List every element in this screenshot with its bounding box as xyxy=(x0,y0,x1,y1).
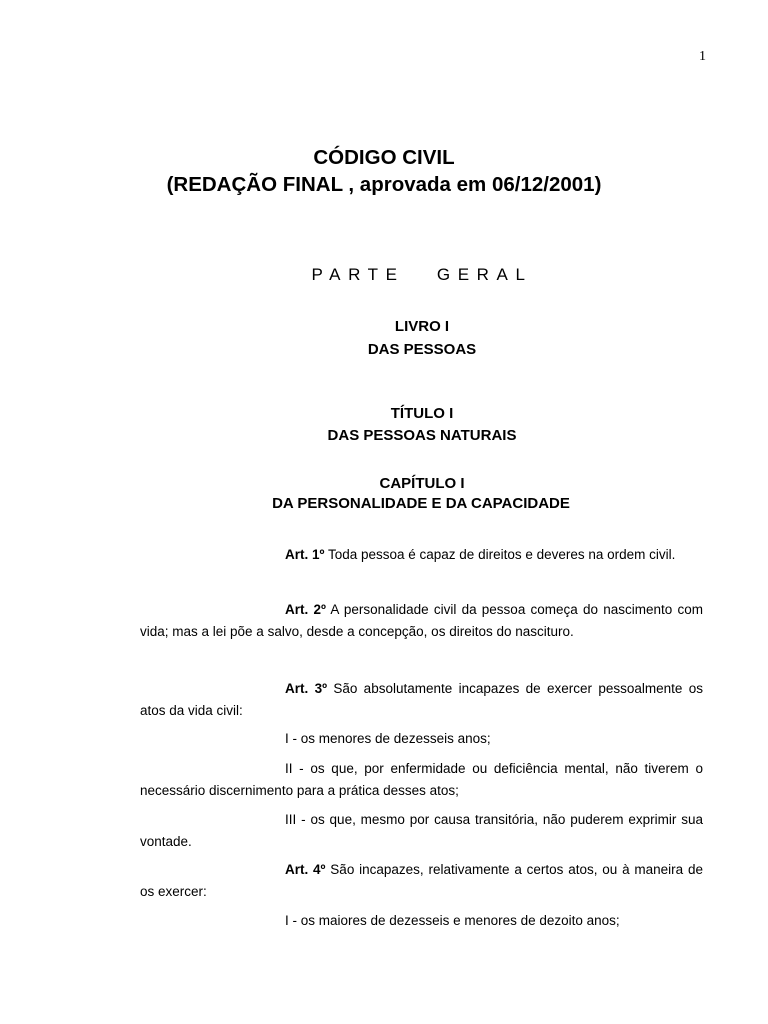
article-3-label: Art. 3º xyxy=(285,681,328,696)
article-3-item-3-text: III - os que, mesmo por causa transitória, não puderem exprimir sua vontade. xyxy=(140,812,703,849)
article-3-item-1-text: I - os menores de dezesseis anos; xyxy=(285,731,491,746)
page-number: 1 xyxy=(699,49,706,64)
part-heading: PARTE GERAL xyxy=(311,265,533,284)
article-2 xyxy=(140,599,703,643)
article-4-item-1-text: I - os maiores de dezesseis e menores de dezoito anos; xyxy=(285,913,620,928)
book-number: LIVRO I xyxy=(394,318,450,335)
article-1-text: Toda pessoa é capaz de direitos e deveres na ordem civil. xyxy=(324,547,676,562)
article-3-item-1 xyxy=(140,728,703,750)
article-4-label: Art. 4º xyxy=(285,862,326,877)
article-4-text: São incapazes, relativamente a certos atos, ou à maneira de os exercer: xyxy=(140,862,703,899)
article-3-item-2 xyxy=(140,758,703,802)
article-3-item-2-text: II - os que, por enfermidade ou deficiência mental, não tiverem o necessário discernimento para a prática desses atos; xyxy=(140,761,703,798)
document-title: CÓDIGO CIVIL xyxy=(313,146,455,169)
title-name: DAS PESSOAS NATURAIS xyxy=(327,427,517,444)
article-3 xyxy=(140,678,703,722)
chapter-name: DA PERSONALIDADE E DA CAPACIDADE xyxy=(272,495,570,512)
article-2-label: Art. 2º xyxy=(285,602,326,617)
chapter-number: CAPÍTULO I xyxy=(379,475,465,492)
book-name: DAS PESSOAS xyxy=(367,341,477,358)
article-1-label: Art. 1º xyxy=(285,547,325,562)
article-4 xyxy=(140,859,703,903)
article-2-text: A personalidade civil da pessoa começa do nascimento com vida; mas a lei põe a salvo, desde a concepção, os direitos do nascituro. xyxy=(140,602,703,639)
article-3-item-3 xyxy=(140,809,703,853)
document-subtitle: (REDAÇÃO FINAL , aprovada em 06/12/2001) xyxy=(166,173,602,196)
article-1 xyxy=(140,544,703,566)
title-number: TÍTULO I xyxy=(390,405,454,422)
article-4-item-1 xyxy=(140,910,703,932)
article-3-text: São absolutamente incapazes de exercer pessoalmente os atos da vida civil: xyxy=(140,681,703,718)
